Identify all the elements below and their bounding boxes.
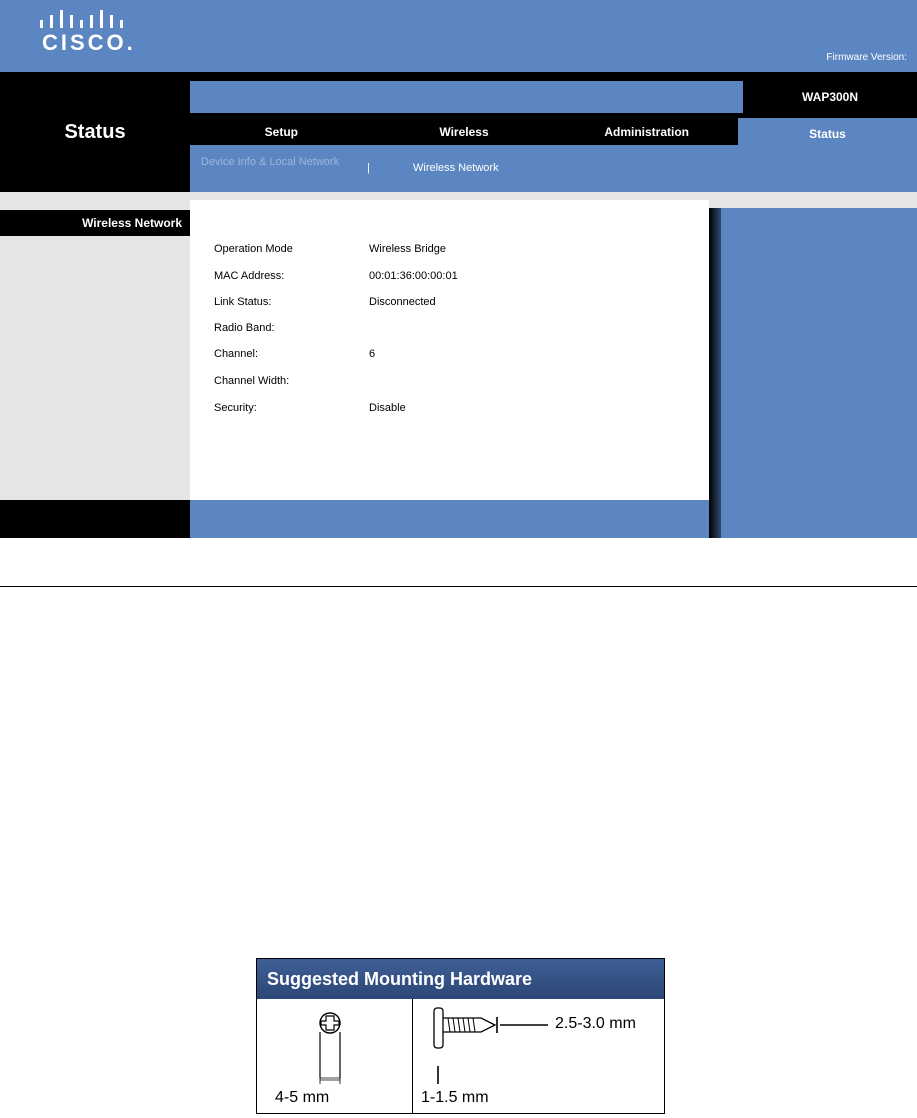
- label-channel: Channel:: [214, 348, 259, 360]
- mounting-hardware-title: Suggested Mounting Hardware: [257, 959, 664, 999]
- value-operation-mode: Wireless Bridge: [369, 243, 447, 255]
- anchor-size-label: 4-5 mm: [275, 1089, 330, 1106]
- label-security: Security:: [214, 402, 257, 414]
- label-mac-address: MAC Address:: [214, 270, 285, 282]
- screw-icon: [428, 1004, 553, 1084]
- label-operation-mode: Operation Mode: [214, 243, 293, 255]
- label-radio-band: Radio Band:: [214, 322, 275, 334]
- tab-administration[interactable]: Administration: [604, 124, 690, 139]
- sidebar: [0, 208, 190, 500]
- cisco-logo-bars-icon: [38, 10, 138, 32]
- subnav-wireless-network[interactable]: Wireless Network: [413, 162, 499, 174]
- label-channel-width: Channel Width:: [214, 375, 290, 387]
- wall-anchor-icon: [300, 1010, 360, 1090]
- label-link-status: Link Status:: [214, 296, 272, 308]
- sidebar-section-title: Wireless Network: [0, 210, 190, 236]
- subnav-separator: |: [367, 162, 370, 174]
- firmware-version-label: Firmware Version:: [826, 52, 907, 63]
- footer-bar: [190, 500, 709, 538]
- value-link-status: Disconnected: [369, 296, 436, 308]
- page-divider: [0, 586, 917, 587]
- value-security: Disable: [369, 402, 406, 414]
- value-mac-address: 00:01:36:00:00:01: [369, 270, 458, 282]
- subnav-device-info[interactable]: Device Info & Local Network: [200, 156, 340, 168]
- value-channel: 6: [369, 348, 376, 360]
- main-nav: [190, 118, 738, 145]
- tab-setup[interactable]: Setup: [264, 124, 298, 139]
- tab-wireless[interactable]: Wireless: [439, 124, 489, 139]
- mounting-divider: [412, 999, 413, 1113]
- right-panel: [721, 208, 917, 538]
- screw-shank-size-label: 1-1.5 mm: [421, 1089, 489, 1106]
- right-panel-shadow: [709, 208, 721, 538]
- footer-left: [0, 500, 190, 538]
- tab-status[interactable]: Status: [738, 118, 917, 192]
- header-strip: [190, 81, 743, 113]
- screw-head-size-label: 2.5-3.0 mm: [555, 1015, 636, 1032]
- page-title: Status: [64, 120, 126, 143]
- cisco-logo: CISCO.: [42, 30, 136, 55]
- model-name: WAP300N: [801, 90, 859, 104]
